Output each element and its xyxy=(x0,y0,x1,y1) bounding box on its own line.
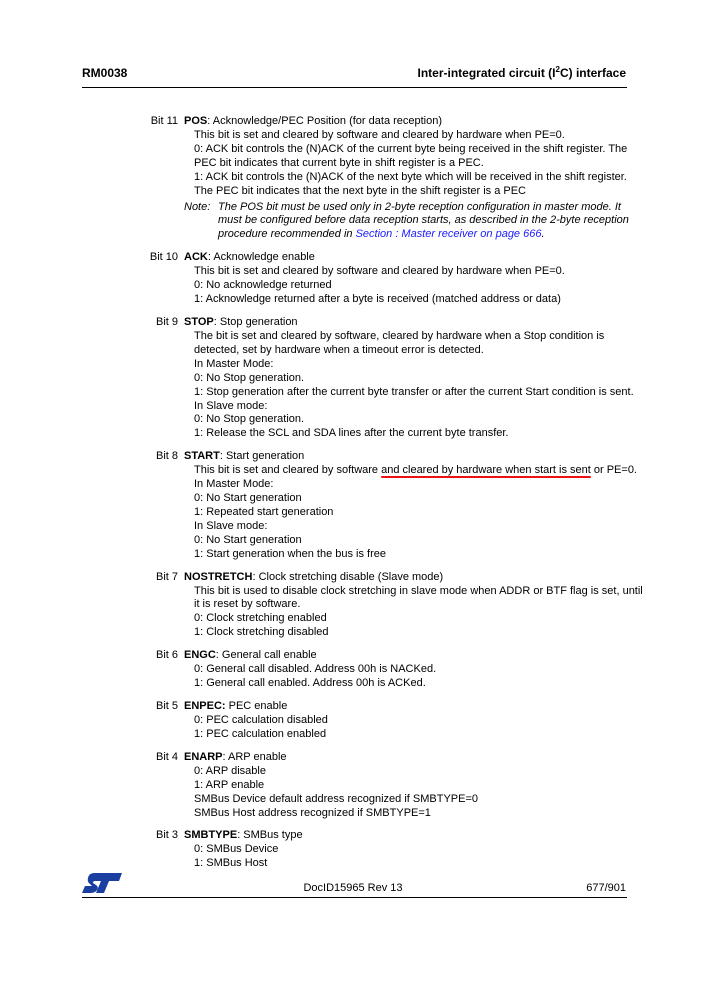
register-bit-descriptions xyxy=(0,113,706,878)
bit-number: Bit 3 xyxy=(155,829,178,842)
description-line: PEC bit indicates that current byte in shift register is a PEC. xyxy=(194,156,484,169)
note-text xyxy=(218,200,629,243)
description-line: 0: PEC calculation disabled xyxy=(194,714,328,726)
bit-number: Bit 9 xyxy=(155,315,178,328)
bit-field-name: START xyxy=(184,450,220,463)
bit-block xyxy=(0,698,706,742)
bit-description xyxy=(194,329,634,441)
bit-heading xyxy=(184,113,706,129)
description-line: The PEC bit indicates that the next byte in the shift register is a PEC xyxy=(194,184,526,197)
bit-description xyxy=(194,765,628,821)
note-line: must be configured before data reception starts, as described in the 2-byte reception xyxy=(218,214,629,227)
description-line: 1: ACK bit controls the (N)ACK of the next byte which will be received in the shift register. xyxy=(194,170,627,183)
bit-field-desc: : Clock stretching disable (Slave mode) xyxy=(252,570,444,583)
bit-number: Bit 4 xyxy=(155,750,178,763)
bit-number: Bit 8 xyxy=(155,450,178,463)
description-line: 0: General call disabled. Address 00h is NACKed. xyxy=(194,663,437,676)
description-line: 1: Release the SCL and SDA lines after the current byte transfer. xyxy=(194,427,509,440)
note-line xyxy=(218,228,624,242)
bit-number: Bit 10 xyxy=(149,251,178,264)
description-line: 0: ACK bit controls the (N)ACK of the current byte being received in the shift register. The xyxy=(194,142,628,155)
description-line: 1: ARP enable xyxy=(194,778,265,791)
bit-block xyxy=(0,448,706,561)
bit-field-name: ENGC xyxy=(184,649,216,662)
bit-field-name: POS xyxy=(184,115,208,127)
bit-number: Bit 11 xyxy=(150,115,178,127)
bit-description xyxy=(194,714,628,742)
bit-heading xyxy=(184,569,706,585)
description-line: 1: General call enabled. Address 00h is ACKed. xyxy=(194,677,426,690)
description-line: In Master Mode: xyxy=(194,357,274,370)
description-line: 0: No Start generation xyxy=(194,533,302,546)
bit-heading xyxy=(184,827,706,843)
highlighted-text: and cleared by hardware when start is sent xyxy=(381,464,591,477)
bit-heading xyxy=(184,647,706,663)
bit-description xyxy=(194,584,643,641)
bit-heading xyxy=(184,698,706,714)
bit-number: Bit 6 xyxy=(155,649,178,662)
bit-field-name: NOSTRETCH xyxy=(184,570,253,583)
description-line: 1: PEC calculation enabled xyxy=(194,727,327,740)
bit-heading xyxy=(184,314,706,330)
description-line: 0: ARP disable xyxy=(194,764,266,777)
section-link[interactable]: Section : Master receiver on page 666 xyxy=(355,228,542,241)
description-line: This bit is used to disable clock stretching in slave mode when ADDR or BTF flag is set, until xyxy=(194,584,643,597)
bit-field-desc: : Start generation xyxy=(219,450,305,463)
description-line: In Master Mode: xyxy=(194,478,274,491)
bit-field-name: ENARP xyxy=(184,750,223,763)
bit-field-name: ACK xyxy=(184,251,208,264)
bit-field-desc: : SMBus type xyxy=(237,829,303,842)
note-text-prefix: procedure recommended in xyxy=(218,228,356,241)
description-line: 1: Start generation when the bus is free xyxy=(194,547,387,560)
header-doc-code: RM0038 xyxy=(82,66,128,80)
bit-number: Bit 7 xyxy=(155,570,178,583)
bit-block xyxy=(0,249,706,307)
description-line: 1: SMBus Host xyxy=(194,857,268,870)
footer-doc-id: DocID15965 Rev 13 xyxy=(303,882,403,894)
bit-description xyxy=(194,663,628,691)
bit-field-name: ENPEC: xyxy=(184,700,226,712)
line-text: or PE=0. xyxy=(590,464,637,477)
description-line: it is reset by software. xyxy=(194,598,301,611)
bit-field-desc: : ARP enable xyxy=(222,750,287,763)
description-line: 0: Clock stretching enabled xyxy=(194,612,327,625)
bit-field-desc: : Acknowledge/PEC Position (for data reception) xyxy=(207,115,443,127)
description-line: 0: No acknowledge returned xyxy=(194,279,332,292)
bit-block xyxy=(0,647,706,691)
bit-field-desc: : Acknowledge enable xyxy=(207,251,315,264)
description-line: SMBus Host address recognized if SMBTYPE=1 xyxy=(194,806,431,819)
bit-field-name: STOP xyxy=(184,315,214,328)
description-line: 0: No Start generation xyxy=(194,492,302,505)
description-line: 0: No Stop generation. xyxy=(194,371,305,384)
bit-block xyxy=(0,569,706,641)
description-line: This bit is set and cleared by software and cleared by hardware when PE=0. xyxy=(194,129,565,141)
bit-heading xyxy=(184,749,706,765)
header-section-title: Inter-integrated circuit $(I^2C)$ interface xyxy=(417,65,626,80)
bit-field-desc: : Stop generation xyxy=(213,315,298,328)
line-text: This bit is set and cleared by software xyxy=(194,464,382,477)
description-line: The bit is set and cleared by software, cleared by hardware when a Stop condition is xyxy=(194,329,605,342)
description-line: 1: Acknowledge returned after a byte is received (matched address or data) xyxy=(194,293,561,306)
description-line: SMBus Device default address recognized if SMBTYPE=0 xyxy=(194,792,478,805)
footer-rule xyxy=(82,897,627,898)
description-line: 1: Stop generation after the current byte transfer or after the current Start condition is sent. xyxy=(194,385,634,398)
description-line: 1: Clock stretching disabled xyxy=(194,626,329,639)
note-block xyxy=(184,200,629,243)
description-line: 0: SMBus Device xyxy=(194,843,279,856)
bit-field-desc: PEC enable xyxy=(225,700,288,712)
description-line: 1: Repeated start generation xyxy=(194,505,334,518)
description-line xyxy=(194,464,637,478)
bit-heading xyxy=(184,448,706,464)
bit-heading xyxy=(184,249,706,265)
bit-description xyxy=(194,265,628,307)
bit-block xyxy=(0,314,706,441)
bit-description xyxy=(194,843,628,871)
note-line: The POS bit must be used only in 2-byte reception configuration in master mode. It xyxy=(218,200,621,213)
description-line: This bit is set and cleared by software and cleared by hardware when PE=0. xyxy=(194,265,565,278)
note-text-suffix: . xyxy=(541,228,545,241)
bit-field-name: SMBTYPE xyxy=(184,829,238,842)
header-rule xyxy=(82,87,627,88)
bit-number: Bit 5 xyxy=(155,700,178,712)
footer-page-number: 677/901 xyxy=(586,882,626,894)
bit-description xyxy=(194,464,637,561)
note-label: Note: xyxy=(184,200,211,213)
description-line: In Slave mode: xyxy=(194,519,268,532)
description-line: detected, set by hardware when a timeout error is detected. xyxy=(194,343,484,356)
bit-block xyxy=(0,749,706,821)
description-line: 0: No Stop generation. xyxy=(194,413,305,426)
bit-block xyxy=(0,113,706,242)
bit-block xyxy=(0,827,706,871)
description-line: In Slave mode: xyxy=(194,399,268,412)
bit-field-desc: : General call enable xyxy=(215,649,317,662)
bit-description xyxy=(194,129,628,199)
